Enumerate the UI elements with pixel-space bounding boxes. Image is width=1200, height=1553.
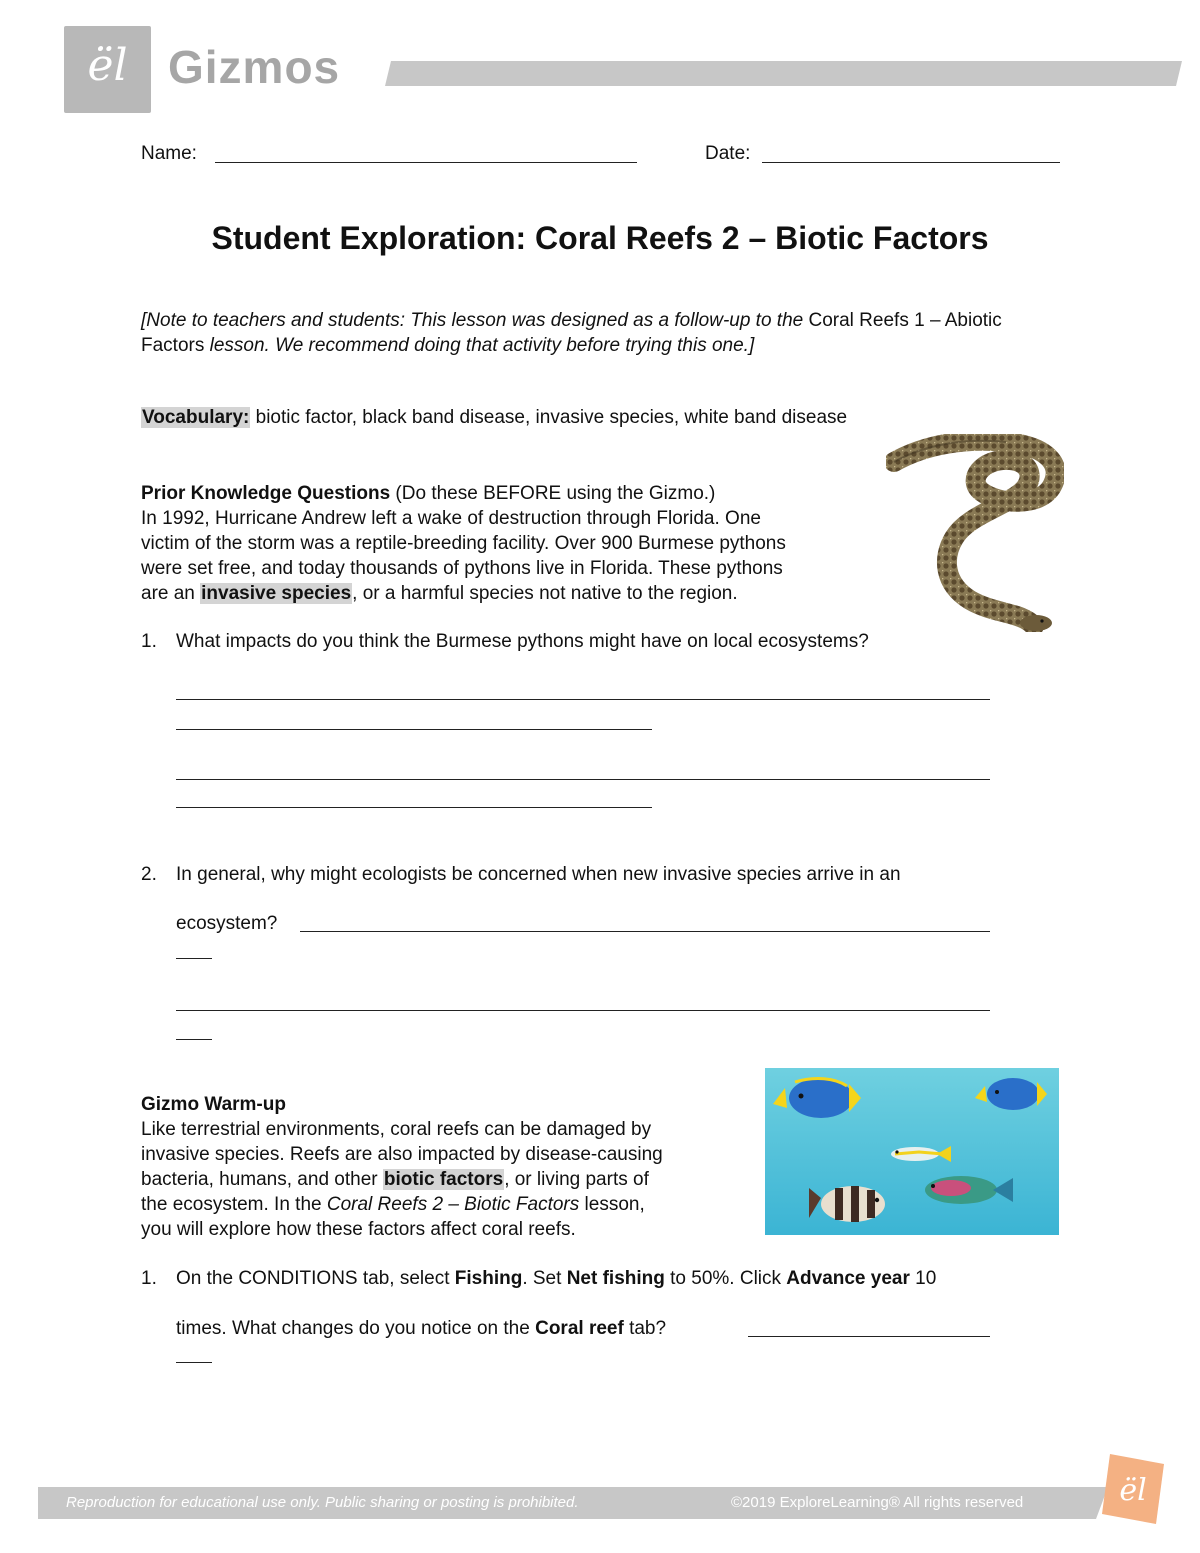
biotic-factors-term: biotic factors (383, 1169, 504, 1190)
prior-line-1: In 1992, Hurricane Andrew left a wake of destruction through Florida. One (141, 508, 761, 529)
badge-glyph: ël (1119, 1473, 1147, 1508)
q1-answer-line-2[interactable] (176, 729, 652, 730)
brand-logo (64, 26, 151, 113)
q2-text: In general, why might ecologists be concerned when new invasive species arrive in an (176, 864, 901, 885)
footer-copyright: ©2019 ExploreLearning® All rights reserved (731, 1494, 1024, 1511)
warmup-line-3-pre: bacteria, humans, and other (141, 1169, 383, 1190)
prior-line-3: were set free, and today thousands of pythons live in Florida. These pythons (141, 558, 783, 579)
wq1-c: . Set (522, 1268, 567, 1289)
q1-answer-line-3[interactable] (176, 779, 990, 780)
logo-glyph: ël (87, 40, 128, 91)
invasive-species-term: invasive species (201, 583, 352, 604)
q2-text-cont: ecosystem? (176, 913, 278, 934)
page-title: Student Exploration: Coral Reefs 2 – Biotic Factors (211, 220, 989, 256)
python-image (886, 434, 1064, 632)
warmup-line-1: Like terrestrial environments, coral reefs can be damaged by (141, 1119, 652, 1140)
q2-answer-line-4[interactable] (176, 1039, 212, 1040)
vocabulary-label: Vocabulary: (142, 407, 250, 428)
wq1-h: times. What changes do you notice on the (176, 1318, 536, 1339)
name-field[interactable] (215, 162, 637, 163)
date-field[interactable] (762, 162, 1060, 163)
prior-line-4 (141, 581, 886, 606)
warmup-q1-answer-line-1[interactable] (748, 1336, 990, 1337)
wq1-coral-reef: Coral reef (535, 1318, 624, 1339)
wq1-j: tab? (623, 1318, 667, 1339)
q2-answer-line-1[interactable] (300, 931, 990, 932)
q2-answer-line-3[interactable] (176, 1010, 990, 1011)
warmup-q1-number: 1. (141, 1268, 157, 1289)
wq1-g: 10 (909, 1268, 937, 1289)
wq1-fishing: Fishing (454, 1268, 523, 1289)
wq1-a: On the CONDITIONS tab, select (176, 1268, 455, 1289)
wq1-e: to 50%. Click (664, 1268, 787, 1289)
warmup-line-4-post: lesson, (579, 1194, 645, 1215)
prior-knowledge-note: (Do these BEFORE using the Gizmo.) (390, 483, 716, 504)
note-lesson-name: Coral Reefs 1 – Abiotic Factors (141, 310, 1002, 356)
warmup-lesson-name: Coral Reefs 2 – Biotic Factors (326, 1194, 580, 1215)
q2-answer-line-2[interactable] (176, 958, 212, 959)
q1-answer-line-4[interactable] (176, 807, 652, 808)
warmup-line-3 (141, 1167, 751, 1192)
warmup-section (141, 1092, 751, 1242)
wq1-advance-year: Advance year (786, 1268, 910, 1289)
explorelearning-badge (1098, 1450, 1168, 1526)
prior-line-4-post: , or a harmful species not native to the region. (352, 583, 738, 604)
brand-name: Gizmos (168, 41, 341, 93)
warmup-line-4 (141, 1192, 751, 1217)
q1-answer-line-1[interactable] (176, 699, 990, 700)
warmup-line-3-post: , or living parts of (504, 1169, 649, 1190)
prior-line-4-pre: are an (141, 583, 201, 604)
warmup-line-4-pre: the ecosystem. In the (141, 1194, 327, 1215)
note-text-1: [Note to teachers and students: This lesson was designed as a follow-up to the (141, 310, 809, 331)
warmup-line-5: you will explore how these factors affect coral reefs. (141, 1219, 576, 1240)
vocabulary (141, 406, 1061, 430)
warmup-line-2: invasive species. Reefs are also impacted by disease-causing (141, 1144, 663, 1165)
prior-knowledge-title: Prior Knowledge Questions (141, 483, 391, 504)
warmup-q1-text-cont (176, 1316, 666, 1341)
warmup-q1-answer-line-2[interactable] (176, 1362, 212, 1363)
vocabulary-terms: biotic factor, black band disease, invasive species, white band disease (250, 407, 848, 428)
warmup-q1-text (176, 1266, 1056, 1291)
teacher-note (141, 308, 1061, 358)
q1-number: 1. (141, 631, 157, 652)
prior-knowledge-heading (141, 481, 886, 506)
name-label: Name: (141, 143, 197, 164)
q1-text: What impacts do you think the Burmese pythons might have on local ecosystems? (176, 631, 869, 652)
note-text-2: lesson. We recommend doing that activity before trying this one.] (204, 335, 755, 356)
date-label: Date: (705, 143, 751, 164)
wq1-net-fishing: Net fishing (566, 1268, 665, 1289)
reef-fish-image (765, 1068, 1059, 1235)
q2-number: 2. (141, 864, 157, 885)
warmup-heading: Gizmo Warm-up (141, 1094, 286, 1115)
header-bar (385, 61, 1182, 86)
footer-notice: Reproduction for educational use only. Public sharing or posting is prohibited. (66, 1494, 579, 1511)
prior-line-2: victim of the storm was a reptile-breeding facility. Over 900 Burmese pythons (141, 533, 786, 554)
prior-knowledge-section (141, 481, 886, 606)
